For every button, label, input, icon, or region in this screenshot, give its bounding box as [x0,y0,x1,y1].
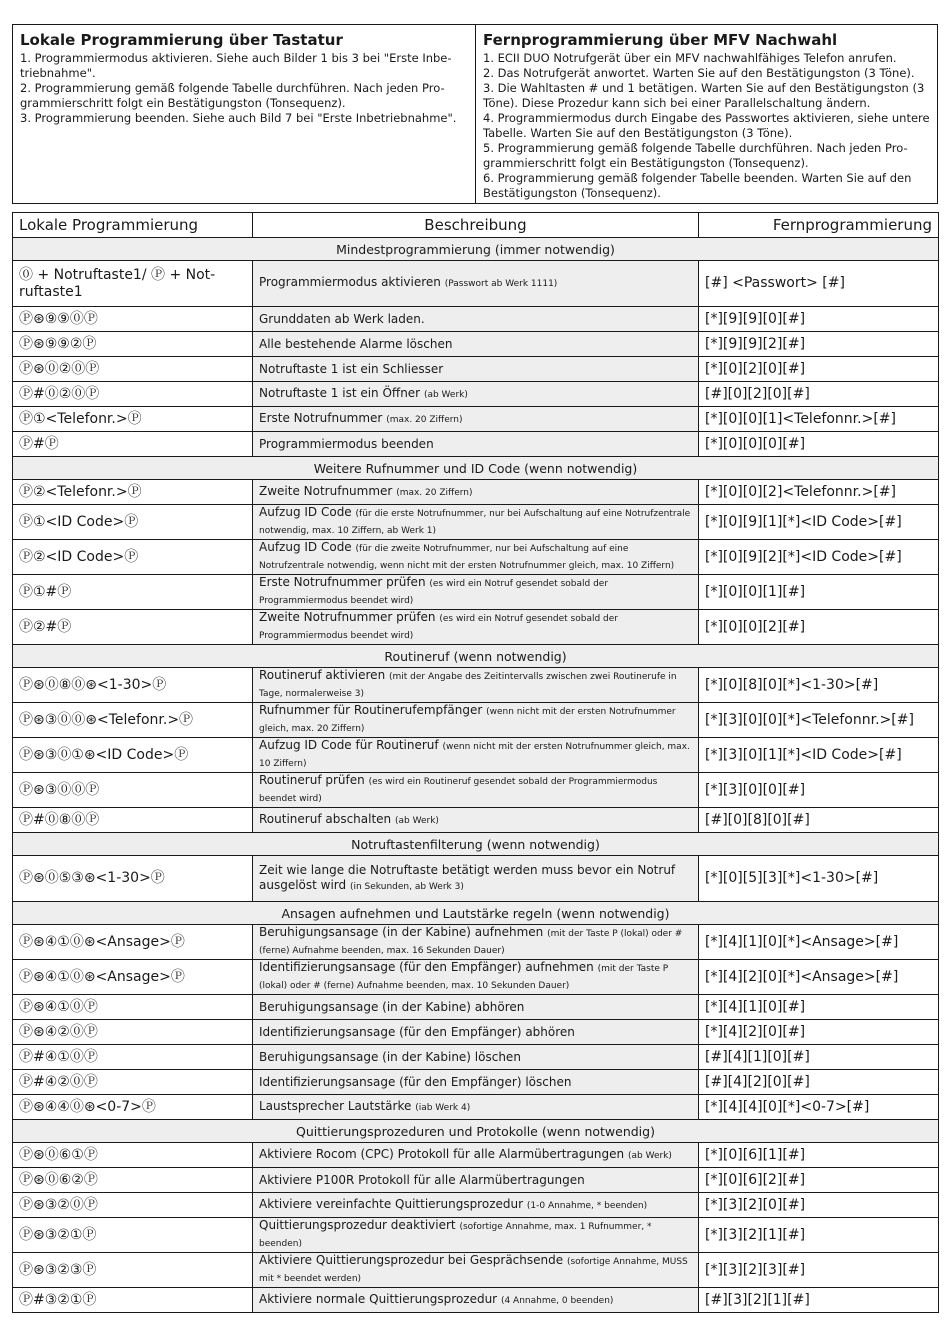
table-row [13,480,939,505]
description-text: Aktiviere normale Quittierungsprozedur [259,1291,498,1306]
remote-key-sequence: [*][4][2][0][#] [699,1020,939,1045]
description-note: (Passwort ab Werk 1111) [444,279,558,289]
section-header-row [13,902,939,925]
description-text: Programmiermodus beenden [259,436,434,451]
instruction-line: 2. Programmierung gemäß folgende Tabelle durchführen. Nach jeden Pro- [20,81,445,95]
remote-key-sequence: [*][0][2][0][#] [699,357,939,382]
description-cell [253,505,699,540]
description-note: (max. 20 Ziffern) [396,487,473,498]
description-note: (es wird ein Notruf gesendet sobald der Programmiermodus beendet wird) [259,614,619,641]
table-row [13,1253,939,1288]
local-key-sequence: Ⓟ⊛④④⓪⊛<0-7>Ⓟ [13,1095,253,1120]
remote-key-sequence: [*][4][4][0][*]<0-7>[#] [699,1095,939,1120]
remote-key-sequence: [*][0][9][2][*]<ID Code>[#] [699,540,939,575]
description-cell [253,307,699,332]
description-cell [253,1020,699,1045]
description-note: (ab Werk) [627,1150,672,1161]
description-note: (wenn nicht mit der ersten Notrufnummer gleich, max. 20 Ziffern) [259,707,676,734]
intro-box [12,24,938,204]
instruction-line: Töne). Diese Prozedur kann sich bei einer Parallelschaltung ändern. [483,96,871,110]
description-note: (in Sekunden, ab Werk 3) [349,881,464,892]
description-cell [253,382,699,407]
local-key-sequence: Ⓟ⊛④①⓪⊛<Ansage>Ⓟ [13,960,253,995]
description-cell [253,668,699,703]
programming-table [12,212,939,1313]
description-cell [253,540,699,575]
description-text: Aufzug ID Code für Routineruf [259,738,439,752]
instruction-line: 4. Programmiermodus durch Eingabe des Passwortes aktivieren, siehe untere [483,111,930,125]
local-key-sequence: ⓪ + Notruftaste1/ Ⓟ + Not-ruftaste1 [13,261,253,307]
description-text: Erste Notrufnummer [259,410,383,425]
section-title: Quittierungsprozeduren und Protokolle (wenn notwendig) [13,1120,939,1143]
description-cell [253,1168,699,1193]
description-text: Aktiviere Quittierungsprozedur bei Gesprächsende [259,1253,564,1267]
section-title: Mindestprogrammierung (immer notwendig) [13,238,939,261]
description-text: Grunddaten ab Werk laden. [259,311,425,326]
description-cell [253,925,699,960]
instruction-line: 1. ECII DUO Notrufgerät über ein MFV nachwahlfähiges Telefon anrufen. [483,51,897,65]
table-row [13,1218,939,1253]
description-cell [253,1070,699,1095]
description-text: Zweite Notrufnummer prüfen [259,610,436,624]
local-key-sequence: Ⓟ⊛④①⓪Ⓟ [13,995,253,1020]
local-key-sequence: Ⓟ#③②①Ⓟ [13,1288,253,1313]
description-note: (es wird ein Notruf gesendet sobald der Programmiermodus beendet wird) [259,579,609,606]
remote-key-sequence: [#][4][2][0][#] [699,1070,939,1095]
local-key-sequence: Ⓟ⊛⓪⑥②Ⓟ [13,1168,253,1193]
local-key-sequence: Ⓟ②<Telefonr.>Ⓟ [13,480,253,505]
local-key-sequence: Ⓟ⊛③⓪⓪Ⓟ [13,773,253,808]
instruction-line: Bestätigungston (Tonsequenz). [483,186,661,200]
remote-key-sequence: [*][9][9][0][#] [699,307,939,332]
description-note: (für die zweite Notrufnummer, nur bei Aufschaltung auf eine Notrufzentrale notwendig, wenn nicht mit der ersten Notrufnummer gleich, max. 10 Ziffern) [259,544,675,571]
table-row [13,357,939,382]
column-header-local: Lokale Programmierung [13,213,253,238]
table-row [13,540,939,575]
description-note: (ab Werk) [423,389,468,400]
section-header-row [13,833,939,856]
local-key-sequence: Ⓟ⊛⓪⑧⓪⊛<1-30>Ⓟ [13,668,253,703]
remote-key-sequence: [*][3][0][0][*]<Telefonnr.>[#] [699,703,939,738]
local-key-sequence: Ⓟ#⓪②⓪Ⓟ [13,382,253,407]
description-cell [253,610,699,645]
description-text: Aktiviere Rocom (CPC) Protokoll für alle Alarmübertragungen [259,1146,625,1161]
local-key-sequence: Ⓟ⊛③②③Ⓟ [13,1253,253,1288]
description-text: Aufzug ID Code [259,505,352,519]
local-key-sequence: Ⓟ#Ⓟ [13,432,253,457]
table-row [13,407,939,432]
local-key-sequence: Ⓟ⊛⑨⑨⓪Ⓟ [13,307,253,332]
local-key-sequence: Ⓟ⊛⓪⑥①Ⓟ [13,1143,253,1168]
table-row [13,1143,939,1168]
description-cell [253,575,699,610]
table-row [13,856,939,902]
table-row [13,1193,939,1218]
local-key-sequence: Ⓟ#④①⓪Ⓟ [13,1045,253,1070]
description-cell [253,995,699,1020]
description-note: (mit der Angabe des Zeitintervalls zwischen zwei Routinerufe in Tage, normalerweise 3) [259,672,677,699]
description-cell [253,856,699,902]
description-text: Rufnummer für Routinerufempfänger [259,703,483,717]
description-cell [253,1193,699,1218]
remote-key-sequence: [#][0][8][0][#] [699,808,939,833]
description-note: (sofortige Annahme, max. 1 Rufnummer, * beenden) [259,1222,652,1249]
description-text: Beruhigungsansage (in der Kabine) löschen [259,1049,521,1064]
description-cell [253,1288,699,1313]
description-text: Aufzug ID Code [259,540,352,554]
remote-key-sequence: [*][3][2][0][#] [699,1193,939,1218]
local-key-sequence: Ⓟ⊛③⓪⓪⊛<Telefonr.>Ⓟ [13,703,253,738]
table-row [13,432,939,457]
description-note: (für die erste Notrufnummer, nur bei Aufschaltung auf eine Notrufzentrale notwendig, max. 10 Ziffern, ab Werk 1) [259,509,691,536]
description-cell [253,808,699,833]
table-row [13,332,939,357]
table-row [13,382,939,407]
description-text: Beruhigungsansage (in der Kabine) aufnehmen [259,925,544,939]
section-title: Notruftastenfilterung (wenn notwendig) [13,833,939,856]
description-cell [253,407,699,432]
local-key-sequence: Ⓟ⊛④①⓪⊛<Ansage>Ⓟ [13,925,253,960]
local-key-sequence: Ⓟ⊛⓪②⓪Ⓟ [13,357,253,382]
description-text: Zeit wie lange die Notruftaste betätigt werden muss bevor ein Notruf ausgelöst wird [259,862,676,892]
table-row [13,668,939,703]
table-row [13,1045,939,1070]
remote-key-sequence: [*][0][6][1][#] [699,1143,939,1168]
section-header-row [13,238,939,261]
remote-key-sequence: [*][3][0][1][*]<ID Code>[#] [699,738,939,773]
local-key-sequence: Ⓟ②#Ⓟ [13,610,253,645]
description-text: Alle bestehende Alarme löschen [259,336,453,351]
description-cell [253,1095,699,1120]
local-key-sequence: Ⓟ#④②⓪Ⓟ [13,1070,253,1095]
table-row [13,1070,939,1095]
description-cell [253,1045,699,1070]
description-cell [253,432,699,457]
local-programming-title: Lokale Programmierung über Tastatur [20,31,343,49]
remote-key-sequence: [*][0][0][2]<Telefonnr.>[#] [699,480,939,505]
description-text: Routineruf abschalten [259,811,392,826]
description-text: Aktiviere vereinfachte Quittierungsprozedur [259,1196,524,1211]
remote-key-sequence: [*][9][9][2][#] [699,332,939,357]
instruction-line: grammierschritt folgt ein Bestätigungston (Tonsequenz). [483,156,809,170]
description-text: Notruftaste 1 ist ein Öffner [259,385,421,400]
table-row [13,610,939,645]
column-header-remote: Fernprogrammierung [699,213,939,238]
description-note: (iab Werk 4) [415,1102,471,1113]
local-key-sequence: Ⓟ②<ID Code>Ⓟ [13,540,253,575]
section-title: Ansagen aufnehmen und Lautstärke regeln (wenn notwendig) [13,902,939,925]
remote-key-sequence: [*][0][0][1]<Telefonnr.>[#] [699,407,939,432]
local-key-sequence: Ⓟ⊛③⓪①⊛<ID Code>Ⓟ [13,738,253,773]
description-note: (4 Annahme, 0 beenden) [500,1295,614,1306]
remote-key-sequence: [*][3][0][0][#] [699,773,939,808]
description-text: Routineruf prüfen [259,773,365,787]
remote-key-sequence: [*][0][6][2][#] [699,1168,939,1193]
description-note: (mit der Taste P (lokal) oder # (ferne) Aufnahme beenden, max. 16 Sekunden Dauer) [259,929,683,956]
description-cell [253,1253,699,1288]
section-header-row [13,1120,939,1143]
description-note: (es wird ein Routineruf gesendet sobald der Programmiermodus beendet wird) [259,777,658,804]
description-note: (max. 20 Ziffern) [386,414,463,425]
table-row [13,575,939,610]
local-key-sequence: Ⓟ⊛③②⓪Ⓟ [13,1193,253,1218]
description-cell [253,1218,699,1253]
description-cell [253,332,699,357]
table-row [13,703,939,738]
table-body [13,238,939,1313]
table-row [13,1288,939,1313]
table-row [13,261,939,307]
table-row [13,307,939,332]
description-text: Aktiviere P100R Protokoll für alle Alarmübertragungen [259,1172,585,1187]
local-key-sequence: Ⓟ⊛③②①Ⓟ [13,1218,253,1253]
remote-key-sequence: [#][4][1][0][#] [699,1045,939,1070]
instruction-line: triebnahme". [20,66,96,80]
description-text: Erste Notrufnummer prüfen [259,575,426,589]
remote-programming-title: Fernprogrammierung über MFV Nachwahl [483,31,838,49]
remote-key-sequence: [*][4][2][0][*]<Ansage>[#] [699,960,939,995]
description-cell [253,773,699,808]
instruction-line: 6. Programmierung gemäß folgender Tabelle beenden. Warten Sie auf den [483,171,912,185]
remote-key-sequence: [*][0][9][1][*]<ID Code>[#] [699,505,939,540]
description-text: Identifizierungsansage (für den Empfänger) löschen [259,1074,572,1089]
description-text: Routineruf aktivieren [259,668,386,682]
local-key-sequence: Ⓟ⊛④②⓪Ⓟ [13,1020,253,1045]
remote-key-sequence: [*][0][8][0][*]<1-30>[#] [699,668,939,703]
local-key-sequence: Ⓟ①#Ⓟ [13,575,253,610]
remote-key-sequence: [*][0][0][1][#] [699,575,939,610]
description-cell [253,261,699,307]
description-text: Identifizierungsansage (für den Empfänger) aufnehmen [259,960,594,974]
local-key-sequence: Ⓟ⊛⓪⑤③⊛<1-30>Ⓟ [13,856,253,902]
instruction-line: 5. Programmierung gemäß folgende Tabelle durchführen. Nach jeden Pro- [483,141,908,155]
table-row [13,925,939,960]
description-note: (1-0 Annahme, * beenden) [526,1200,648,1211]
remote-key-sequence: [#] <Passwort> [#] [699,261,939,307]
table-row [13,995,939,1020]
table-row [13,1020,939,1045]
section-title: Weitere Rufnummer und ID Code (wenn notwendig) [13,457,939,480]
remote-key-sequence: [*][4][1][0][#] [699,995,939,1020]
description-text: Programmiermodus aktivieren [259,275,441,289]
remote-key-sequence: [*][0][5][3][*]<1-30>[#] [699,856,939,902]
description-cell [253,357,699,382]
local-key-sequence: Ⓟ#⓪⑧⓪Ⓟ [13,808,253,833]
description-note: (sofortige Annahme, MUSS mit * beendet werden) [259,1257,688,1284]
instruction-line: 3. Programmierung beenden. Siehe auch Bild 7 bei "Erste Inbetriebnahme". [20,111,457,125]
description-note: (ab Werk) [395,815,439,826]
remote-key-sequence: [*][0][0][0][#] [699,432,939,457]
table-row [13,1168,939,1193]
remote-key-sequence: [*][4][1][0][*]<Ansage>[#] [699,925,939,960]
instruction-line: 3. Die Wahltasten # und 1 betätigen. Warten Sie auf den Bestätigungston (3 [483,81,925,95]
instruction-line: Tabelle. Warten Sie auf den Bestätigungston (3 Töne). [483,126,793,140]
description-text: Laustsprecher Lautstärke [259,1098,412,1113]
description-note: (wenn nicht mit der ersten Notrufnummer gleich, max. 10 Ziffern) [259,742,690,769]
table-row [13,505,939,540]
instruction-line: 2. Das Notrufgerät anwortet. Warten Sie auf den Bestätigungston (3 Töne). [483,66,915,80]
remote-key-sequence: [*][0][0][2][#] [699,610,939,645]
section-header-row [13,457,939,480]
remote-key-sequence: [*][3][2][1][#] [699,1218,939,1253]
description-cell [253,738,699,773]
description-text: Zweite Notrufnummer [259,483,393,498]
local-key-sequence: Ⓟ⊛⑨⑨②Ⓟ [13,332,253,357]
instruction-line: 1. Programmiermodus aktivieren. Siehe auch Bilder 1 bis 3 bei "Erste Inbe- [20,51,452,65]
description-text: Quittierungsprozedur deaktiviert [259,1218,456,1232]
table-row [13,960,939,995]
local-programming-instructions [13,25,476,203]
description-text: Identifizierungsansage (für den Empfänger) abhören [259,1024,575,1039]
description-cell [253,480,699,505]
local-key-sequence: Ⓟ①<Telefonr.>Ⓟ [13,407,253,432]
description-cell [253,960,699,995]
remote-key-sequence: [#][0][2][0][#] [699,382,939,407]
description-text: Beruhigungsansage (in der Kabine) abhören [259,999,525,1014]
table-row [13,773,939,808]
table-header-row [13,213,939,238]
description-cell [253,703,699,738]
description-cell [253,1143,699,1168]
remote-key-sequence: [*][3][2][3][#] [699,1253,939,1288]
remote-key-sequence: [#][3][2][1][#] [699,1288,939,1313]
section-title: Routineruf (wenn notwendig) [13,645,939,668]
table-row [13,1095,939,1120]
table-row [13,808,939,833]
section-header-row [13,645,939,668]
column-header-description: Beschreibung [253,213,699,238]
instruction-line: grammierschritt folgt ein Bestätigungston (Tonsequenz). [20,96,346,110]
local-key-sequence: Ⓟ①<ID Code>Ⓟ [13,505,253,540]
table-row [13,738,939,773]
description-note: (mit der Taste P (lokal) oder # (ferne) Aufnahme beenden, max. 10 Sekunden Dauer) [259,964,669,991]
description-text: Notruftaste 1 ist ein Schliesser [259,361,444,376]
remote-programming-instructions [476,25,937,203]
